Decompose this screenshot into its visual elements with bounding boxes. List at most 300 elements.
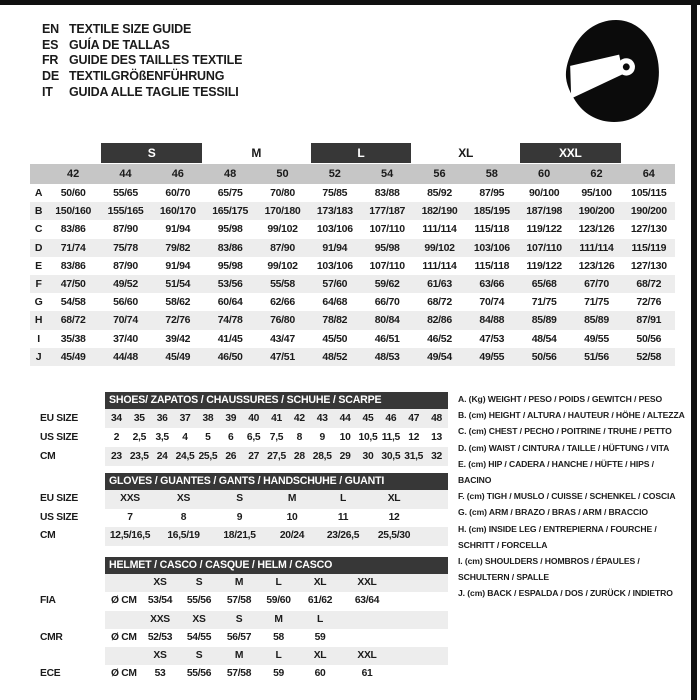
size-cell: 127/130 [630,223,667,236]
size-cell: 87/91 [636,314,662,327]
shoes-cell: 9 [319,432,325,443]
helmet-value-cell: 56/57 [226,631,252,643]
shoes-cell: 28 [293,451,305,462]
size-row-g [30,293,675,311]
size-cell: 55/58 [270,277,295,290]
gloves-cell: 12,5/16,5 [109,530,151,541]
measurement-legend [458,391,689,602]
shoes-cell: 23 [111,451,122,462]
size-cell: 48/54 [531,332,557,345]
language-label: GUÍA DE TALLAS [69,37,170,52]
shoes-cell: 7,5 [269,432,284,443]
letter-size-row [30,142,675,164]
numeric-size: 44 [119,168,132,180]
size-cell: 56/60 [113,296,138,309]
gloves-cell: 16,5/19 [167,530,200,541]
helmet-values-row-fia [30,592,448,610]
size-cell: 71/74 [60,241,86,254]
size-cell: 87/90 [270,241,295,254]
row-letter: C [34,223,43,236]
numeric-size: 54 [381,168,394,180]
shoes-cell: 10 [339,432,351,443]
row-letter: D [34,241,43,254]
shoes-cell: 23,5 [129,451,149,462]
shoes-cell: 8 [296,432,303,443]
shoes-rows [30,409,448,466]
size-cell: 99/102 [424,241,455,254]
size-cell: 47/51 [270,350,295,363]
shoes-row-cm [30,447,448,466]
size-cell: 75/78 [113,241,138,254]
helmet-values [105,665,448,683]
helmet-size-label: M [234,650,244,662]
size-cell: 111/114 [422,223,457,236]
row-letter: F [35,277,42,290]
size-cell: 52/58 [636,350,662,363]
helmet-rows [30,574,448,684]
size-cell: 49/55 [584,332,609,345]
gloves-cell: 12 [388,511,400,523]
helmet-sizes [105,611,448,629]
right-border [691,0,697,700]
language-row [42,37,242,53]
size-row-j [30,348,675,366]
size-cell: 119/122 [526,259,562,272]
language-row [42,84,242,100]
helmet-sizes-row-cmr [30,611,448,629]
row-label: US SIZE [40,432,78,443]
size-cell: 43/47 [270,332,295,345]
size-cell: 58/62 [165,296,191,309]
helmet-sizes-row-fia [30,574,448,592]
size-cell: 60/64 [217,296,243,309]
shoes-cell: 41 [271,413,282,424]
size-cell: 65/75 [217,187,243,199]
gloves-cell: 8 [180,511,187,523]
helmet-size-spacer [105,647,141,665]
helmet-value-cell: 61/62 [307,595,333,607]
legend-item-c: C. (cm) CHEST / PECHO / POITRINE / TRUHE / PETTO [458,426,672,437]
helmet-values [105,629,448,647]
legend-item-a: A. (Kg) WEIGHT / PESO / POIDS / GEWITCH / PESO [458,394,663,404]
size-cell: 57/60 [322,277,348,290]
helmet-size-label: L [275,650,282,662]
size-cell: 46/50 [217,350,243,363]
size-cell: 87/90 [113,223,138,236]
size-cell: 84/88 [479,314,505,327]
numeric-size: 60 [538,168,551,180]
textile-size-table [30,142,675,366]
language-label: TEXTILE SIZE GUIDE [69,21,192,36]
size-cell: 87/95 [479,187,505,199]
helmet-sizes [105,574,448,592]
size-cell: 107/110 [369,259,405,272]
helmet-sizes-row-ece [30,647,448,665]
size-cell: 107/110 [369,223,405,236]
shoes-cell: 35 [133,413,145,424]
size-cell: 50/56 [531,350,557,363]
top-border [0,0,700,5]
gloves-cell: XL [387,493,401,504]
size-cell: 165/175 [212,205,249,218]
shoes-cell: 48 [431,413,442,424]
shoes-cell: 37 [179,413,191,424]
size-cell: 115/118 [474,259,510,272]
row-letter: H [34,314,43,327]
size-cell: 78/82 [322,314,348,327]
shoes-cell: 27,5 [267,451,286,462]
helmet-value-cell: 52/53 [147,631,173,643]
shoes-cell: 32 [431,451,442,462]
helmet-value-cell: 61 [361,668,373,680]
shoes-cell: 27 [248,451,260,462]
size-cell: 47/50 [60,277,86,290]
shoes-cell: 40 [248,413,260,424]
size-cell: 87/90 [113,259,138,272]
size-row-i [30,330,675,348]
helmet-value-cell: 59 [273,668,284,680]
size-cell: 68/72 [60,314,86,327]
size-cell: 51/54 [165,277,191,290]
size-row-b [30,202,675,220]
language-row [42,68,242,84]
size-cell: 83/86 [60,223,86,236]
gloves-cell: L [340,493,346,504]
size-cell: 103/106 [316,223,353,236]
language-code: FR [42,53,59,68]
shoes-cell: 26 [225,451,237,462]
helmet-size-label: XL [313,650,327,662]
shoes-cell: 5 [205,432,211,443]
numeric-size: 64 [642,168,655,180]
language-code: ES [42,37,59,52]
helmet-size-label: XL [313,577,327,588]
gloves-cell: M [287,493,297,504]
gloves-section-title: GLOVES / GUANTES / GANTS / HANDSCHUHE / GUANTI [105,473,448,490]
size-cell: 72/76 [165,314,191,327]
gloves-cell: 23/26,5 [326,530,360,541]
standard-label: ECE [40,668,61,680]
size-cell: 71/75 [584,296,609,309]
racing-helmet-icon [561,16,663,128]
numeric-size-spacer [30,164,47,184]
size-cell: 115/119 [631,241,667,254]
row-label: EU SIZE [40,493,78,504]
shoes-cell: 24,5 [175,451,195,462]
size-cell: 74/78 [217,314,243,327]
shoes-cell: 29 [339,451,351,462]
shoes-cell: 38 [202,413,214,424]
size-cell: 123/126 [578,259,615,272]
shoes-cell: 44 [339,413,351,424]
size-cell: 61/63 [427,277,452,290]
size-cell: 85/89 [584,314,609,327]
gloves-row-values [105,527,448,546]
size-cell: 64/68 [322,296,348,309]
size-cell: 91/94 [322,241,348,254]
size-row-c [30,220,675,238]
size-row-d [30,239,675,257]
gloves-size-table [30,473,448,546]
helmet-section-title: HELMET / CASCO / CASQUE / HELM / CASCO [105,557,448,574]
size-row-e [30,257,675,275]
helmet-size-label: S [195,577,203,588]
size-cell: 95/100 [581,187,612,199]
size-cell: 95/98 [217,223,243,236]
numeric-size-row [30,164,675,184]
helmet-value-cell: 58 [273,631,284,643]
shoes-cell: 25,5 [198,451,218,462]
size-cell: 85/89 [531,314,557,327]
size-cell: 95/98 [217,259,243,272]
helmet-value-cell: 53 [154,668,166,680]
language-label: GUIDA ALLE TAGLIE TESSILI [69,84,239,99]
gloves-row-us-size [30,509,448,528]
row-letter: J [35,350,42,363]
shoes-cell: 28,5 [312,451,332,462]
shoes-cell: 43 [316,413,328,424]
language-label: GUIDE DES TAILLES TEXTILE [69,53,243,68]
size-cell: 49/54 [427,350,452,363]
shoes-cell: 11,5 [381,432,400,443]
size-cell: 85/92 [427,187,452,199]
legend-item-h: H. (cm) INSIDE LEG / ENTREPIERNA / FOURCHE / SCHRITT / FORCELLA [458,523,657,550]
size-cell: 90/100 [528,187,560,199]
size-cell: 155/165 [107,205,144,218]
helmet-size-label: XXL [357,650,377,662]
language-row [42,21,242,37]
helmet-value-cell: 57/58 [226,668,252,680]
language-code: DE [42,68,59,83]
size-cell: 54/58 [60,296,86,309]
size-cell: 105/115 [631,187,667,199]
gloves-cell: 25,5/30 [377,530,411,541]
size-cell: 41/45 [217,332,243,345]
size-cell: 67/70 [584,277,609,290]
letter-size-l: L [311,143,412,163]
size-cell: 83/86 [217,241,243,254]
helmet-size-spacer [105,574,141,592]
gloves-cell: XS [176,493,191,504]
size-cell: 76/80 [270,314,295,327]
legend-item-b: B. (cm) HEIGHT / ALTURA / HAUTEUR / HÖHE / ALTEZZA [458,410,685,421]
diameter-unit-label: Ø CM [111,668,137,680]
helmet-values [105,592,448,610]
size-cell: 45/50 [322,332,348,345]
shoes-cell: 2 [113,432,120,443]
helmet-values-row-ece [30,665,448,683]
size-cell: 68/72 [427,296,452,309]
row-label [30,647,105,665]
shoes-size-table [30,392,448,466]
size-cell: 50/60 [60,187,86,199]
size-row-a [30,184,675,202]
size-cell: 37/40 [113,332,138,345]
row-label: CM [40,451,56,462]
gloves-cell: 18/21,5 [223,530,256,541]
numeric-size: 42 [67,168,80,180]
shoes-cell: 4 [182,432,188,443]
shoes-row-values [105,409,448,428]
helmet-value-cell: 54/55 [186,631,212,643]
size-cell: 182/190 [421,205,458,218]
shoes-row-values [105,428,448,447]
helmet-value-cell: 63/64 [354,595,380,607]
size-cell: 83/88 [374,187,400,199]
size-cell: 46/51 [374,332,400,345]
size-cell: 62/66 [270,296,295,309]
shoes-row-us-size [30,428,448,447]
shoes-cell: 13 [431,432,442,443]
size-cell: 91/94 [165,259,191,272]
size-cell: 185/195 [473,205,510,218]
numeric-size: 50 [276,168,289,180]
helmet-size-label: M [234,577,244,588]
row-letter: E [35,259,42,272]
size-cell: 68/72 [636,277,662,290]
size-cell: 187/198 [526,205,563,218]
size-cell: 190/200 [578,205,615,218]
size-cell: 65/68 [531,277,557,290]
size-cell: 48/53 [374,350,400,363]
size-cell: 123/126 [578,223,615,236]
legend-item-g: G. (cm) ARM / BRAZO / BRAS / ARM / BRACCIO [458,507,648,518]
helmet-value-cell: 53/54 [147,595,173,607]
standard-label: FIA [40,595,56,607]
gloves-row-values [105,490,448,509]
row-letter: A [34,187,43,199]
size-cell: 83/86 [60,259,86,272]
helmet-size-label: S [195,650,203,662]
letter-size-m: M [251,146,262,160]
size-cell: 49/55 [479,350,505,363]
row-label: US SIZE [40,511,78,523]
size-cell: 60/70 [165,187,191,199]
size-cell: 53/56 [217,277,243,290]
size-cell: 82/86 [427,314,452,327]
numeric-size: 52 [328,168,341,180]
size-cell: 103/106 [316,259,353,272]
shoes-cell: 24 [156,451,168,462]
numeric-size: 58 [485,168,498,180]
legend-item-j: J. (cm) BACK / ESPALDA / DOS / ZURÜCK / INDIETRO [458,588,673,599]
size-cell: 50/56 [636,332,662,345]
shoes-cell: 45 [362,413,374,424]
helmet-size-label: L [317,613,323,625]
size-cell: 70/74 [479,296,505,309]
size-cell: 55/65 [113,187,138,199]
gloves-row-cm [30,527,448,546]
size-cell: 119/122 [526,223,562,236]
size-cell: 80/84 [374,314,400,327]
gloves-cell: 9 [236,511,243,523]
size-cell: 44/48 [113,350,138,363]
gloves-cell: 20/24 [279,530,305,541]
shoes-section-title: SHOES/ ZAPATOS / CHAUSSURES / SCHUHE / SCARPE [105,392,448,409]
helmet-sizes [105,647,448,665]
language-label: TEXTILGRÖßENFÜHRUNG [69,68,225,83]
size-cell: 39/42 [165,332,191,345]
diameter-unit-label: Ø CM [111,631,137,643]
language-code: IT [42,84,53,99]
legend-item-e: E. (cm) HIP / CADERA / HANCHE / HÜFTE / HIPS / BACINO [458,458,654,486]
shoes-cell: 2,5 [132,432,146,443]
row-label [30,574,105,592]
helmet-size-spacer [105,611,141,629]
size-cell: 71/75 [531,296,557,309]
shoes-cell: 31,5 [404,451,424,462]
gloves-cell: 10 [286,511,298,523]
helmet-value-cell: 55/56 [186,668,212,680]
gloves-cell: XXS [120,493,140,504]
size-cell: 35/38 [60,332,86,345]
helmet-size-label: M [274,613,283,625]
helmet-values-row-cmr [30,629,448,647]
helmet-value-cell: 59 [314,631,326,643]
row-letter: I [37,332,40,345]
helmet-size-label: XS [153,577,167,588]
size-cell: 70/80 [270,187,295,199]
size-cell: 63/66 [479,277,505,290]
size-cell: 190/200 [630,205,667,218]
size-cell: 95/98 [374,241,400,254]
size-cell: 46/52 [427,332,452,345]
size-cell: 160/170 [159,205,196,218]
gloves-cell: 11 [337,511,349,523]
size-cell: 99/102 [267,259,298,272]
shoes-row-eu-size [30,409,448,428]
helmet-value-cell: 57/58 [226,595,252,607]
size-cell: 111/114 [579,241,614,254]
letter-size-spacer [30,142,99,164]
legend-item-i: I. (cm) SHOULDERS / HOMBROS / ÉPAULES / SCHULTERN / SPALLE [458,556,640,583]
diameter-unit-label: Ø CM [111,595,137,607]
size-cell: 79/82 [165,241,191,254]
numeric-size: 56 [433,168,446,180]
row-letter: B [34,205,43,218]
shoes-cell: 42 [293,413,305,424]
helmet-size-label: XXL [357,577,377,588]
shoes-cell: 12 [408,432,420,443]
helmet-size-label [342,611,392,629]
standard-label: CMR [40,631,63,643]
gloves-row-values [105,509,448,528]
shoes-cell: 46 [385,413,397,424]
letter-size-s: S [101,143,202,163]
language-row [42,52,242,68]
shoes-cell: 3,5 [155,432,169,443]
size-row-h [30,311,675,329]
helmet-size-table [30,557,448,684]
size-cell: 107/110 [526,241,562,254]
size-cell: 72/76 [636,296,662,309]
legend-item-d: D. (cm) WAIST / CINTURA / TAILLE / HÜFTUNG / VITA [458,442,670,453]
size-row-f [30,275,675,293]
shoes-cell: 30,5 [381,451,401,462]
size-cell: 91/94 [165,223,191,236]
shoes-cell: 34 [111,413,122,424]
size-cell: 48/52 [322,350,348,363]
numeric-size: 48 [224,168,237,180]
helmet-size-label: S [235,613,243,625]
shoes-cell: 10,5 [358,432,378,443]
size-cell: 170/180 [264,205,301,218]
row-letter: G [34,296,43,309]
size-cell: 66/70 [374,296,400,309]
gloves-rows [30,490,448,546]
shoes-row-values [105,447,448,466]
shoes-cell: 30 [362,451,374,462]
